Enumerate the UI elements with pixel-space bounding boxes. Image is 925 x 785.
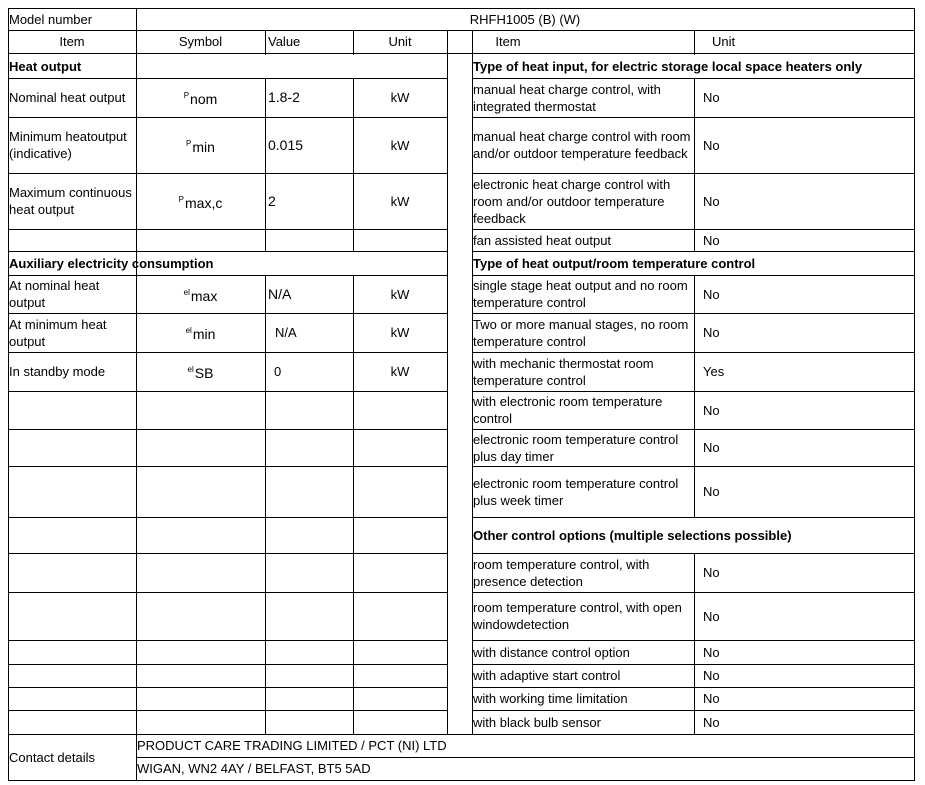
symbol-subscript: nom <box>190 91 218 107</box>
right-row-unit: No <box>703 644 720 660</box>
row-symbol <box>136 78 265 117</box>
right-row-unit: No <box>703 325 720 340</box>
right-row-unit: No <box>703 286 720 302</box>
grid-line <box>694 30 695 55</box>
grid-line <box>8 687 448 688</box>
grid-line <box>447 30 448 55</box>
symbol-superscript: el <box>183 287 190 297</box>
right-row-unit: No <box>703 193 720 209</box>
section-heat-output: Heat output <box>9 58 82 74</box>
row-value: 0.015 <box>268 136 304 153</box>
row-value: 1.8-2 <box>268 89 300 105</box>
grid-line <box>8 391 448 392</box>
symbol-superscript: el <box>187 365 194 374</box>
row-unit: kW <box>390 137 410 153</box>
row-symbol <box>136 275 265 313</box>
grid-line <box>8 592 448 593</box>
row-symbol <box>136 117 265 173</box>
row-item: Nominal heat output <box>9 90 126 105</box>
right-row-item: manual heat charge control, with integrated thermostat <box>473 81 661 114</box>
grid-line <box>8 466 448 467</box>
right-row-item: with distance control option <box>473 644 630 660</box>
header-value: Value <box>268 34 301 49</box>
right-row-unit: No <box>703 90 720 105</box>
grid-line <box>8 710 448 711</box>
right-row-unit: No <box>703 402 720 418</box>
symbol-subscript: max,c <box>185 194 223 211</box>
symbol-superscript: el <box>185 326 192 335</box>
right-row-unit: No <box>703 440 720 455</box>
right-row-item: room temperature control, with open windowdetection <box>473 600 682 632</box>
contact-line-2: WIGAN, WN2 4AY / BELFAST, BT5 5AD <box>137 761 371 776</box>
row-item: In standby mode <box>9 364 106 379</box>
model-number-label: Model number <box>9 11 93 27</box>
right-row-unit: No <box>703 137 720 153</box>
grid-line <box>447 275 448 735</box>
grid-line <box>914 8 915 781</box>
row-unit: kW <box>390 193 410 209</box>
row-item: Maximum continuous heat output <box>9 185 132 217</box>
right-row-item: with black bulb sensor <box>473 714 601 730</box>
row-symbol <box>136 352 265 391</box>
section-heat-input: Type of heat input, for electric storage local space heaters only <box>473 58 863 74</box>
header-symbol: Symbol <box>178 34 223 49</box>
right-row-item: manual heat charge control with room and/or outdoor temperature feedback <box>473 129 691 161</box>
row-value: N/A <box>275 325 297 340</box>
row-unit: kW <box>390 325 410 340</box>
right-row-item: single stage heat output and no room temperature control <box>473 278 688 310</box>
right-row-unit: No <box>703 608 720 624</box>
row-value: 0 <box>274 364 282 379</box>
right-row-unit: No <box>703 668 720 683</box>
contact-label: Contact details <box>9 749 95 765</box>
grid-line <box>694 553 695 735</box>
symbol-superscript: P <box>186 138 192 148</box>
grid-line <box>8 664 448 665</box>
row-item: At minimum heat output <box>9 316 107 349</box>
section-room-control: Type of heat output/room temperature control <box>473 255 756 271</box>
grid-line <box>8 780 915 781</box>
row-unit: kW <box>390 364 410 379</box>
symbol-superscript: P <box>178 194 184 204</box>
row-item: At nominal heat output <box>9 278 100 310</box>
symbol-subscript: min <box>192 326 216 342</box>
row-item: Minimum heatoutput (indicative) <box>9 129 127 161</box>
row-symbol <box>136 173 265 229</box>
row-unit: kW <box>390 286 410 302</box>
grid-line <box>8 229 448 230</box>
model-number-value: RHFH1005 (B) (W) <box>469 11 581 27</box>
row-symbol <box>136 313 265 352</box>
symbol-superscript: P <box>183 91 190 100</box>
right-row-unit: No <box>703 484 720 499</box>
grid-line <box>694 78 695 252</box>
row-unit: kW <box>390 90 410 105</box>
right-row-item: with mechanic thermostat room temperature control <box>473 355 654 388</box>
grid-line <box>8 517 448 518</box>
right-row-unit: No <box>703 691 720 706</box>
right-row-unit: No <box>703 565 720 580</box>
grid-line <box>694 275 695 518</box>
grid-line <box>447 78 448 252</box>
grid-line <box>8 640 448 641</box>
right-row-item: electronic heat charge control with room and/or outdoor temperature feedback <box>473 176 671 226</box>
right-row-item: Two or more manual stages, no room temperature control <box>473 316 689 349</box>
row-value: N/A <box>268 285 292 302</box>
header-right-unit: Unit <box>712 34 736 49</box>
right-row-item: electronic room temperature control plus day timer <box>473 431 679 464</box>
grid-line <box>8 553 448 554</box>
right-row-item: electronic room temperature control plus week timer <box>473 475 679 508</box>
symbol-subscript: min <box>192 138 215 155</box>
right-row-unit: No <box>703 232 720 248</box>
right-row-unit: Yes <box>703 364 725 379</box>
symbol-subscript: SB <box>194 365 214 381</box>
symbol-subscript: max <box>190 287 218 304</box>
header-unit: Unit <box>388 34 412 49</box>
right-row-item: fan assisted heat output <box>473 232 612 248</box>
right-row-unit: No <box>703 714 720 730</box>
row-value: 2 <box>268 192 276 209</box>
section-other-options: Other control options (multiple selections possible) <box>473 527 792 543</box>
right-row-item: with electronic room temperature control <box>473 394 663 426</box>
contact-line-1: PRODUCT CARE TRADING LIMITED / PCT (NI) LTD <box>137 738 447 753</box>
header-item: Item <box>59 34 85 49</box>
grid-line <box>8 429 448 430</box>
right-row-item: with adaptive start control <box>473 668 621 683</box>
right-row-item: room temperature control, with presence detection <box>473 556 650 589</box>
section-auxiliary: Auxiliary electricity consumption <box>9 255 214 271</box>
right-row-item: with working time limitation <box>473 691 628 706</box>
header-right-item: Item <box>495 34 521 49</box>
